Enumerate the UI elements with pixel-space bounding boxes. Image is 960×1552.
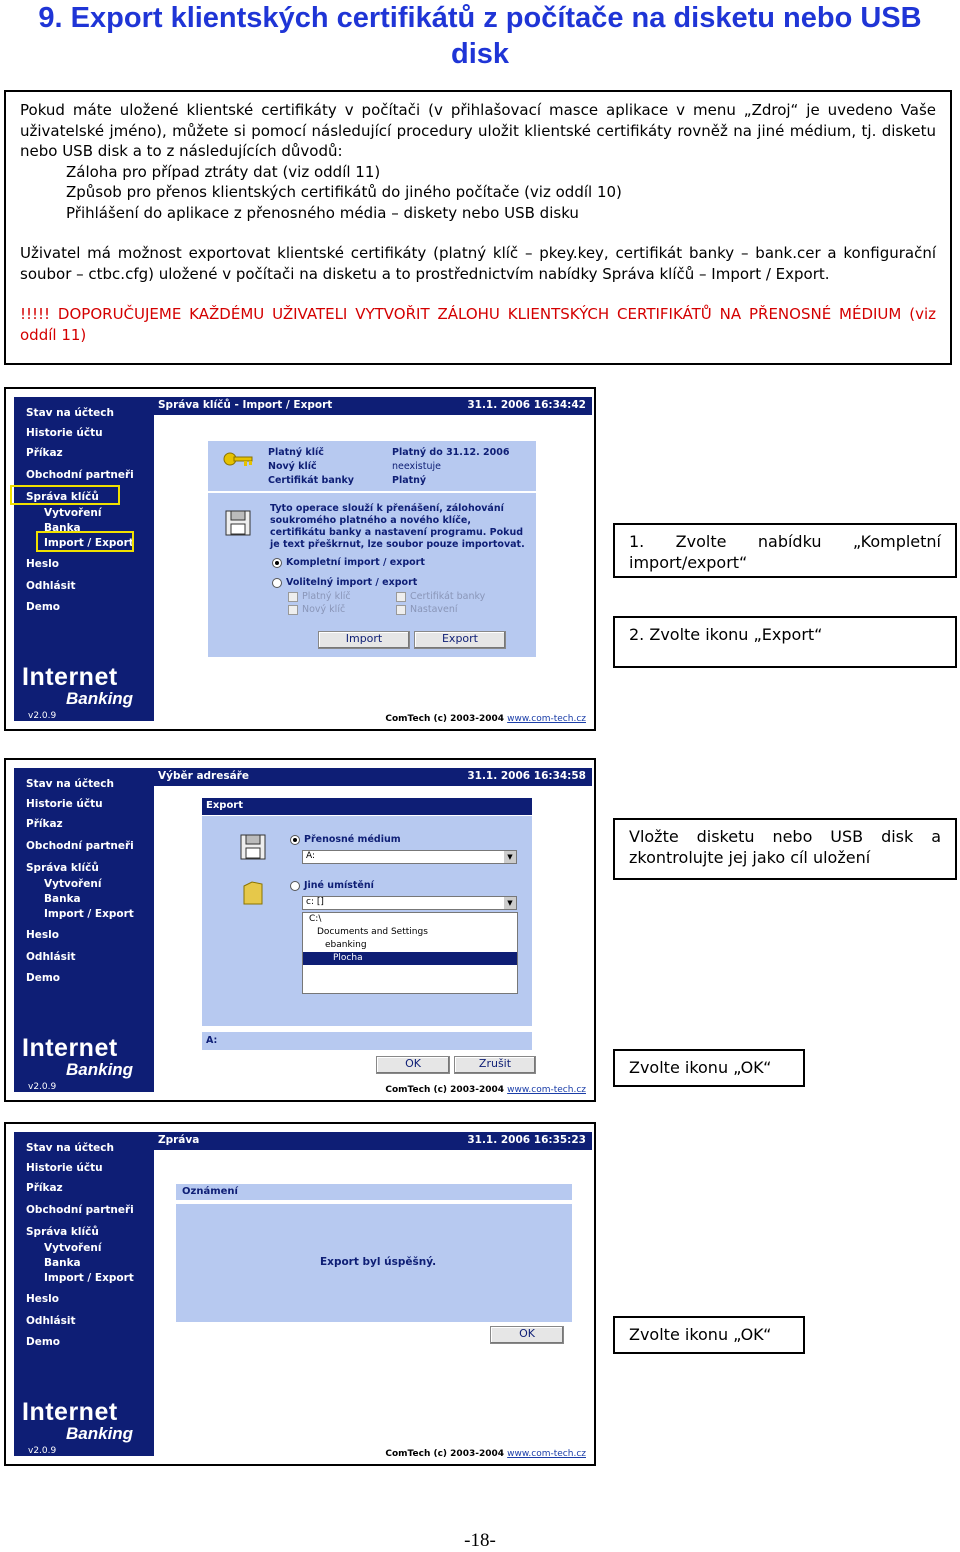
page-number: -18- [464, 1530, 496, 1551]
sidebar-item-key-management[interactable]: Správa klíčů [26, 491, 99, 503]
sidebar-item-history[interactable]: Historie účtu [26, 1162, 103, 1174]
list-item: Záloha pro případ ztráty dat (viz oddíl 11) [66, 162, 381, 181]
radio-custom[interactable] [272, 578, 282, 588]
footer-text: ComTech (c) 2003-2004 [385, 714, 505, 724]
callout-step2: 2. Zvolte ikonu „Export“ [613, 616, 957, 668]
callout-step1: 1. Zvolte nabídku „Kompletní import/export“ [613, 523, 957, 578]
sidebar-item-history[interactable]: Historie účtu [26, 427, 103, 439]
highlight-key-management [10, 485, 120, 505]
chevron-down-icon[interactable]: ▼ [504, 851, 516, 863]
sidebar-item-order[interactable]: Příkaz [26, 1182, 63, 1194]
screenshot-import-export [4, 387, 596, 731]
valid-key-label: Platný klíč [268, 447, 324, 458]
notice-panel [176, 1204, 572, 1322]
screen-title: Správa klíčů - Import / Export [158, 399, 333, 411]
custom-import-export-option[interactable] [272, 577, 417, 588]
brand-logo: Internet [22, 1398, 118, 1426]
reasons-list [20, 162, 936, 224]
list-item: Přihlášení do aplikace z přenosného média – diskety nebo USB disku [66, 203, 579, 222]
ok-button[interactable]: OK [490, 1326, 564, 1344]
footer-link[interactable]: www.com-tech.cz [507, 714, 586, 724]
sidebar-item-history[interactable]: Historie účtu [26, 798, 103, 810]
sidebar-item-key-management[interactable]: Správa klíčů [26, 862, 99, 874]
cancel-button[interactable]: Zrušit [454, 1056, 536, 1074]
screenshot-message [4, 1122, 596, 1466]
bank-cert-value: Platný [392, 475, 427, 486]
sidebar-item-create[interactable]: Vytvoření [44, 507, 102, 519]
page-title [0, 0, 960, 72]
chevron-down-icon[interactable]: ▼ [504, 897, 516, 909]
sidebar [14, 768, 154, 1092]
new-key-value: neexistuje [392, 461, 441, 472]
sidebar-item-create[interactable]: Vytvoření [44, 878, 102, 890]
sidebar-item-partners[interactable]: Obchodní partneři [26, 469, 134, 481]
warning-text: !!!!! DOPORUČUJEME KAŽDÉMU UŽIVATELI VYTVOŘIT ZÁLOHU KLIENTSKÝCH CERTIFIKÁTŮ NA PŘENOSNÉ MÉDIUM (viz oddíl 11) [20, 305, 936, 344]
sidebar-item-demo[interactable]: Demo [26, 972, 60, 984]
sidebar [14, 1132, 154, 1456]
footer-copyright [385, 714, 586, 724]
checkbox-label: Nový klíč [302, 604, 346, 615]
checkbox-settings[interactable] [396, 604, 458, 615]
sidebar-item-demo[interactable]: Demo [26, 1336, 60, 1348]
callout-ok-1: Zvolte ikonu „OK“ [613, 1049, 805, 1087]
bank-cert-label: Certifikát banky [268, 475, 355, 486]
path-bar [202, 1032, 532, 1050]
sidebar-item-balances[interactable]: Stav na účtech [26, 1142, 114, 1154]
drive-value: A: [306, 851, 316, 861]
screenshot-directory-select [4, 758, 596, 1102]
sidebar-item-password[interactable]: Heslo [26, 1293, 59, 1305]
export-paragraph: Uživatel má možnost exportovat klientské certifikáty (platný klíč – pkey.key, certifikát banky – bank.cer a konfigurační soubor – ctbc.cfg) uložené v počítači na disketu a to prostřednictvím nabídky Správa klíčů – Import / Export. [20, 244, 936, 283]
sidebar-item-partners[interactable]: Obchodní partneři [26, 840, 134, 852]
notice-title-text: Oznámení [182, 1186, 238, 1197]
keys-icon [222, 449, 256, 475]
floppy-disk-icon [224, 509, 252, 537]
notice-panel-title [176, 1184, 572, 1200]
brand-logo: Internet [22, 1034, 118, 1062]
removable-media-option[interactable] [290, 834, 401, 845]
folder-documents[interactable]: Documents and Settings [317, 927, 428, 937]
key-status-panel [208, 441, 536, 491]
import-button[interactable]: Import [318, 631, 410, 649]
sidebar-item-logout[interactable]: Odhlásit [26, 580, 76, 592]
sidebar-item-order[interactable]: Příkaz [26, 447, 63, 459]
success-message: Export byl úspěšný. [320, 1256, 437, 1268]
footer-text: ComTech (c) 2003-2004 [385, 1449, 505, 1459]
list-item: Způsob pro přenos klientských certifikátů do jiného počítače (viz oddíl 10) [66, 183, 622, 201]
sidebar-item-import-export[interactable]: Import / Export [44, 1272, 134, 1284]
sidebar-item-balances[interactable]: Stav na účtech [26, 778, 114, 790]
checkbox-valid-key[interactable] [288, 591, 351, 602]
checkbox-new-key[interactable] [288, 604, 345, 615]
export-panel [202, 816, 532, 1026]
sidebar-item-password[interactable]: Heslo [26, 929, 59, 941]
version-label: v2.0.9 [28, 711, 57, 721]
screen-datetime: 31.1. 2006 16:35:23 [467, 1134, 586, 1146]
screen-header [154, 1132, 592, 1150]
screen-datetime: 31.1. 2006 16:34:42 [467, 399, 586, 411]
version-label: v2.0.9 [28, 1446, 57, 1456]
footer-text: ComTech (c) 2003-2004 [385, 1085, 505, 1095]
version-label: v2.0.9 [28, 1082, 57, 1092]
drive-select[interactable] [302, 850, 517, 864]
screen-header [154, 768, 592, 786]
selected-path: A: [206, 1035, 218, 1046]
sidebar-item-bank[interactable]: Banka [44, 893, 81, 905]
highlight-import-export [36, 531, 134, 552]
footer-link[interactable]: www.com-tech.cz [507, 1085, 586, 1095]
info-text: Tyto operace slouží k přenášení, zálohování soukromého platného a nového klíče, certifikátu banky a nastavení programu. Pokud je text přeškrnut, lze soubor pouze importovat. [270, 503, 525, 550]
folder-drive-value: c: [] [306, 897, 324, 907]
callout-insert-disk: Vložte disketu nebo USB disk a zkontrolujte jej jako cíl uložení [613, 818, 957, 880]
page-title-line1: 9. Export klientských certifikátů z počítače na disketu nebo USB [38, 2, 922, 34]
other-location-option[interactable] [290, 880, 374, 891]
radio-full[interactable] [272, 558, 282, 568]
intro-box [4, 90, 952, 365]
checkbox-label: Certifikát banky [410, 591, 486, 602]
full-import-export-option[interactable] [272, 557, 425, 568]
screen-datetime: 31.1. 2006 16:34:58 [467, 770, 586, 782]
ok-button[interactable]: OK [376, 1056, 450, 1074]
checkbox-label: Nastavení [410, 604, 458, 615]
sidebar-item-password[interactable]: Heslo [26, 558, 59, 570]
panel-title-text: Export [206, 800, 244, 811]
folder-drive-select[interactable] [302, 896, 517, 910]
export-panel-title [202, 798, 532, 815]
screen-title: Výběr adresáře [158, 770, 249, 782]
removable-label: Přenosné médium [304, 834, 401, 845]
folder-desktop-selected[interactable]: Plocha [303, 952, 517, 965]
radio-removable[interactable] [290, 835, 300, 845]
callout-ok-2: Zvolte ikonu „OK“ [613, 1316, 805, 1354]
folder-ebanking[interactable]: ebanking [325, 940, 367, 950]
sidebar-item-logout[interactable]: Odhlásit [26, 1315, 76, 1327]
footer-copyright [385, 1449, 586, 1459]
brand-logo-sub: Banking [66, 1424, 134, 1443]
folder-tree[interactable] [302, 912, 518, 994]
custom-option-label: Volitelný import / export [286, 577, 418, 588]
sidebar-item-import-export[interactable]: Import / Export [44, 537, 134, 549]
sidebar-item-demo[interactable]: Demo [26, 601, 60, 613]
brand-logo: Internet [22, 663, 118, 691]
sidebar-item-order[interactable]: Příkaz [26, 818, 63, 830]
page-title-line2: disk [450, 38, 510, 70]
screen-header [154, 397, 592, 415]
footer-link[interactable]: www.com-tech.cz [507, 1449, 586, 1459]
radio-other[interactable] [290, 881, 300, 891]
brand-logo-sub: Banking [66, 689, 134, 708]
export-button[interactable]: Export [414, 631, 506, 649]
screen-title: Zpráva [158, 1134, 200, 1146]
folder-root[interactable]: C:\ [309, 914, 322, 924]
sidebar-item-logout[interactable]: Odhlásit [26, 951, 76, 963]
sidebar-item-create[interactable]: Vytvoření [44, 1242, 102, 1254]
folder-icon [242, 878, 264, 906]
sidebar [14, 397, 154, 721]
intro-paragraph: Pokud máte uložené klientské certifikáty v počítači (v přihlašovací masce aplikace v menu „Zdroj“ je uvedeno Vaše uživatelské jméno), můžete si pomocí následující procedury uložit klientské certifikáty rovněž na jiné médium, tj. disketu nebo USB disk a to z následujících důvodů: [20, 101, 936, 160]
brand-logo-sub: Banking [66, 1060, 134, 1079]
sidebar-item-bank[interactable]: Banka [44, 522, 81, 534]
new-key-label: Nový klíč [268, 461, 317, 472]
other-location-label: Jiné umístění [304, 880, 374, 891]
checkbox-label: Platný klíč [302, 591, 351, 602]
sidebar-item-balances[interactable]: Stav na účtech [26, 407, 114, 419]
checkbox-bank-cert[interactable] [396, 591, 485, 602]
valid-key-value: Platný do 31.12. 2006 [392, 447, 510, 458]
sidebar-item-bank[interactable]: Banka [44, 1257, 81, 1269]
sidebar-item-partners[interactable]: Obchodní partneři [26, 1204, 134, 1216]
full-option-label: Kompletní import / export [286, 557, 425, 568]
sidebar-item-key-management[interactable]: Správa klíčů [26, 1226, 99, 1238]
floppy-disk-icon [240, 834, 266, 860]
sidebar-item-import-export[interactable]: Import / Export [44, 908, 134, 920]
footer-copyright [385, 1085, 586, 1095]
